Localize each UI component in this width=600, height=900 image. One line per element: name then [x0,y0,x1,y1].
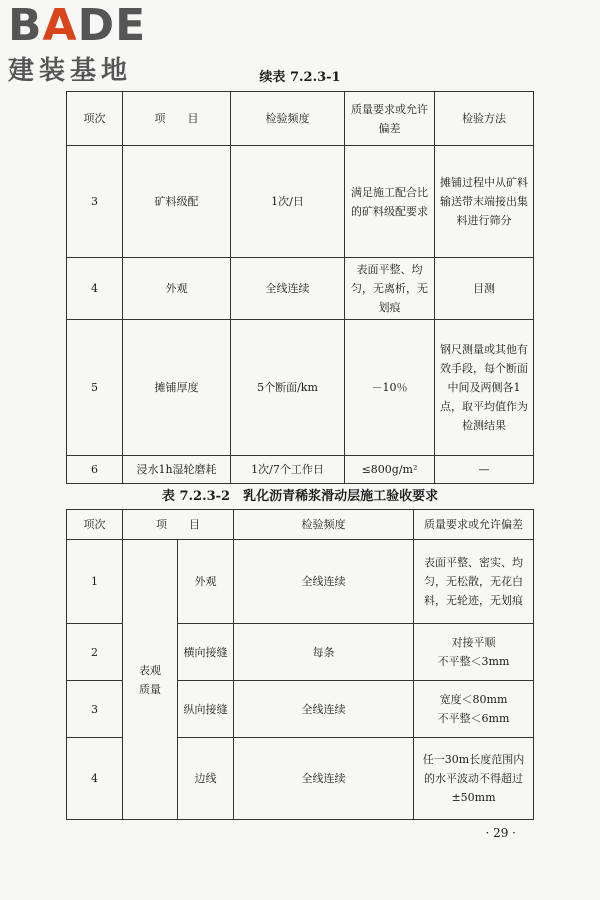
row-no: 4 [67,738,123,820]
header-no: 项次 [67,510,123,540]
row-no: 3 [67,146,123,258]
table-row [67,258,534,320]
acceptance-table-7-2-3-2 [66,509,534,820]
row-requirement: 表面平整、密实、均匀，无松散，无花白料，无轮迹，无划痕 [414,540,534,624]
row-frequency: 1次/日 [231,146,345,258]
row-requirement: 满足施工配合比的矿料级配要求 [345,146,435,258]
row-subitem: 纵向接缝 [178,681,234,738]
table-row [67,540,534,624]
page-number: · 29 · [485,826,516,840]
row-frequency: 1次/7个工作日 [231,456,345,484]
row-requirement [414,624,534,681]
requirement-line: 宽度＜80mm [439,693,508,706]
header-method: 检验方法 [435,92,534,146]
row-requirement: 任一30m长度范围内的水平波动不得超过±50mm [414,738,534,820]
table2-caption: 表 7.2.3-2 乳化沥青稀浆滑动层施工验收要求 [161,489,439,504]
row-subitem: 边线 [178,738,234,820]
group-label: 表观质量 [123,540,178,820]
table-row [67,146,534,258]
row-method: 目测 [435,258,534,320]
row-requirement: ≤800g/m² [345,456,435,484]
header-frequency: 检验频度 [231,92,345,146]
inspection-table-7-2-3-1 [66,91,534,484]
row-no: 5 [67,320,123,456]
requirement-line: 不平整＜3mm [437,655,510,668]
row-item: 浸水1h湿轮磨耗 [123,456,231,484]
header-item: 项 目 [123,510,234,540]
header-no: 项次 [67,92,123,146]
table-header-row [67,92,534,146]
row-frequency: 全线连续 [234,681,414,738]
requirement-line: 对接平顺 [451,636,496,649]
row-frequency: 全线连续 [231,258,345,320]
header-item: 项 目 [123,92,231,146]
row-no: 3 [67,681,123,738]
row-no: 1 [67,540,123,624]
row-item: 矿料级配 [123,146,231,258]
row-subitem: 外观 [178,540,234,624]
header-requirement: 质量要求或允许偏差 [414,510,534,540]
row-no: 2 [67,624,123,681]
table-header-row [67,510,534,540]
row-no: 6 [67,456,123,484]
row-requirement: －10％ [345,320,435,456]
table1-caption: 续表 7.2.3-1 [259,70,341,85]
row-subitem: 横向接缝 [178,624,234,681]
row-method: 钢尺测量或其他有效手段，每个断面中间及两侧各1点，取平均值作为检测结果 [435,320,534,456]
row-frequency: 每条 [234,624,414,681]
table-row [67,320,534,456]
table-row [67,456,534,484]
row-requirement: 表面平整、均匀，无离析，无划痕 [345,258,435,320]
row-method: — [435,456,534,484]
logo-subtitle: 建装基地 [8,56,133,86]
row-requirement [414,681,534,738]
row-frequency: 全线连续 [234,738,414,820]
header-requirement: 质量要求或允许偏差 [345,92,435,146]
header-frequency: 检验频度 [234,510,414,540]
row-method: 摊铺过程中从矿料输送带末端接出集料进行筛分 [435,146,534,258]
row-no: 4 [67,258,123,320]
row-item: 摊铺厚度 [123,320,231,456]
requirement-line: 不平整＜6mm [437,712,510,725]
row-frequency: 全线连续 [234,540,414,624]
row-item: 外观 [123,258,231,320]
logo-wordmark: BADE [8,0,147,51]
row-frequency: 5个断面/km [231,320,345,456]
